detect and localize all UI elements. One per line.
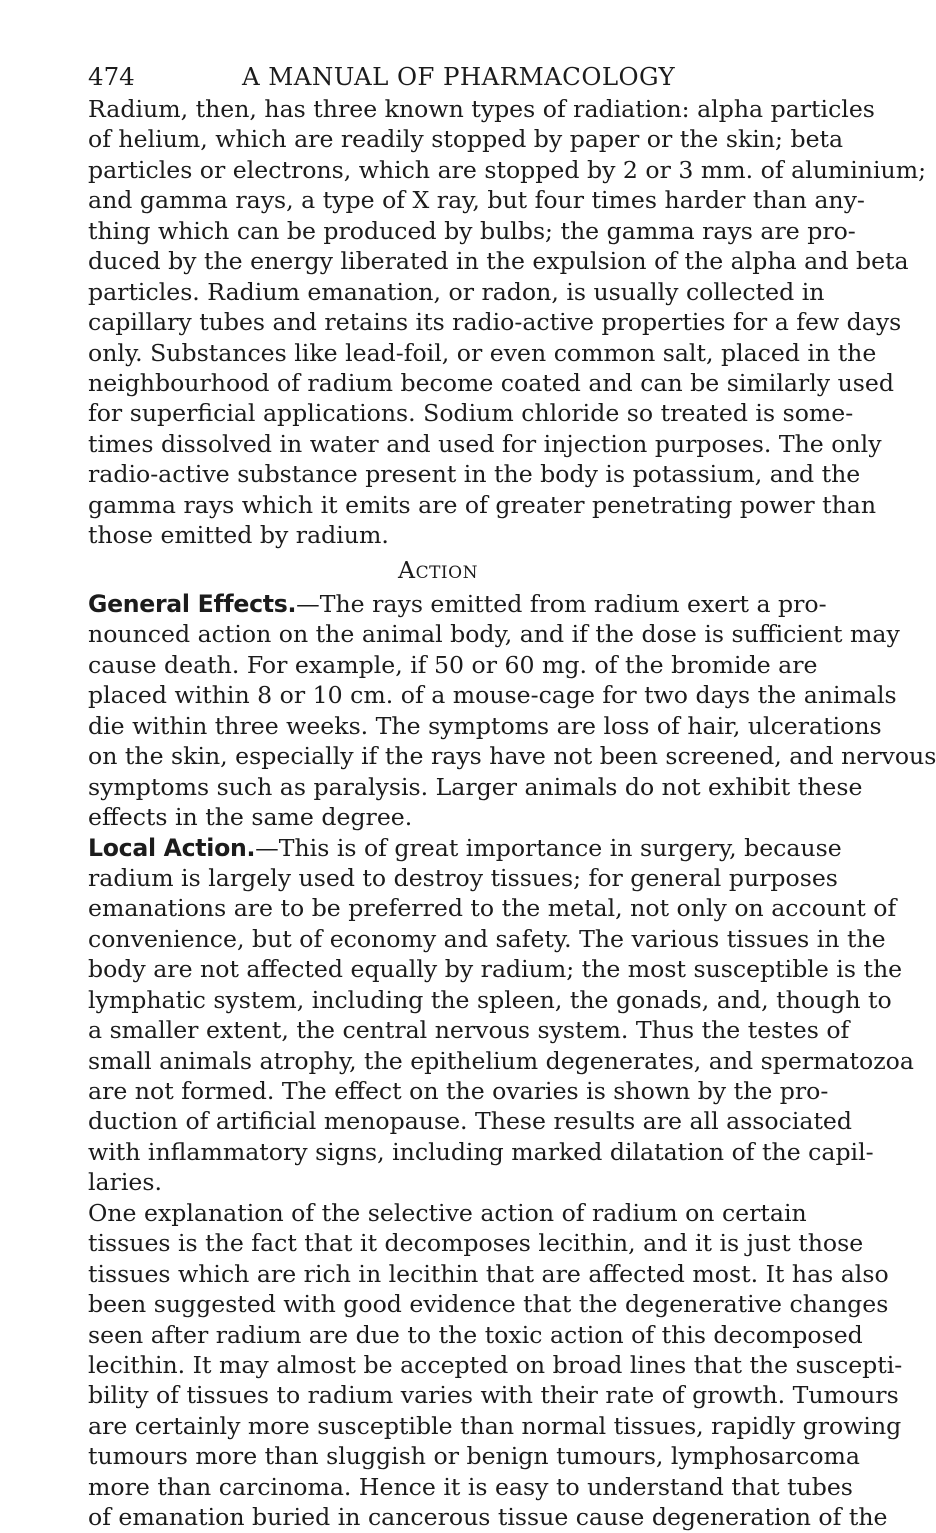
text-line: lymphatic system, including the spleen, the gonads, and, though to [88,985,892,1014]
text-line: tissues which are rich in lecithin that are affected most. It has also [88,1259,889,1288]
text-line: seen after radium are due to the toxic action of this decomposed [88,1320,863,1349]
paragraph-local-action [88,833,914,1198]
text-line: symptoms such as paralysis. Larger animals do not exhibit these [88,772,863,801]
text-line: of helium, which are readily stopped by paper or the skin; beta [88,125,844,154]
text-line: bility of tissues to radium varies with their rate of growth. Tumours [88,1381,899,1410]
text-line: with inflammatory signs, including marked dilatation of the capil- [88,1137,874,1166]
paragraph-radiation-types [88,94,927,551]
text-line: a smaller extent, the central nervous system. Thus the testes of [88,1016,850,1045]
text-line: radio-active substance present in the body is potassium, and the [88,460,861,489]
text-line: more than carcinoma. Hence it is easy to understand that tubes [88,1472,853,1501]
text-line: radium is largely used to destroy tissues; for general purposes [88,863,838,892]
text-line: on the skin, especially if the rays have not been screened, and nervous [88,742,936,771]
text-line: times dissolved in water and used for injection purposes. The only [88,429,882,458]
text-line: placed within 8 or 10 cm. of a mouse-cage for two days the animals [88,681,897,710]
text-line: are certainly more susceptible than normal tissues, rapidly growing [88,1411,902,1440]
text-fragment: —The rays emitted from radium exert a pro- [296,590,827,618]
running-head [88,62,788,92]
text-line: been suggested with good evidence that the degenerative changes [88,1290,889,1319]
text-line: body are not affected equally by radium; the most susceptible is the [88,955,903,984]
text-line: laries. [88,1168,163,1197]
text-line: effects in the same degree. [88,803,413,832]
text-line: One explanation of the selective action of radium on certain [88,1198,807,1227]
book-title: A MANUAL OF PHARMACOLOGY [242,62,676,91]
section-heading-action: Action [398,555,478,584]
text-fragment: —This is of great importance in surgery, because [255,833,842,862]
text-line [88,589,827,619]
runin-heading-general-effects: General Effects. [88,590,297,618]
runin-heading-local-action: Local Action. [88,833,256,862]
text-line: duced by the energy liberated in the expulsion of the alpha and beta [88,247,909,276]
text-line: for superficial applications. Sodium chloride so treated is some- [88,399,854,428]
text-line: gamma rays which it emits are of greater penetrating power than [88,490,877,519]
paragraph-selective-action [88,1198,903,1533]
text-line: nounced action on the animal body, and if the dose is sufficient may [88,620,900,649]
text-line: of emanation buried in cancerous tissue cause degeneration of the [88,1503,888,1532]
text-line: Radium, then, has three known types of radiation: alpha particles [88,95,875,123]
text-line: tissues is the fact that it decomposes lecithin, and it is just those [88,1229,864,1258]
text-line: only. Substances like lead-foil, or even common salt, placed in the [88,338,877,367]
text-line: those emitted by radium. [88,521,389,550]
text-line: and gamma rays, a type of X ray, but four times harder than any- [88,186,865,215]
text-line: capillary tubes and retains its radio-active properties for a few days [88,308,902,337]
text-line: emanations are to be preferred to the metal, not only on account of [88,894,897,923]
text-line: are not formed. The effect on the ovaries is shown by the pro- [88,1077,829,1105]
text-line: small animals atrophy, the epithelium degenerates, and spermatozoa [88,1046,914,1075]
text-line: particles. Radium emanation, or radon, is usually collected in [88,277,825,306]
text-line: neighbourhood of radium become coated and can be similarly used [88,368,894,397]
paragraph-general-effects [88,589,936,833]
text-line: tumours more than sluggish or benign tumours, lymphosarcoma [88,1442,860,1471]
text-line: die within three weeks. The symptoms are loss of hair, ulcerations [88,711,882,740]
body-text [88,94,936,1533]
text-line [88,833,842,863]
text-line: duction of artificial menopause. These results are all associated [88,1107,852,1136]
text-line: lecithin. It may almost be accepted on broad lines that the suscepti- [88,1350,903,1379]
text-line: cause death. For example, if 50 or 60 mg. of the bromide are [88,650,818,679]
text-line: particles or electrons, which are stopped by 2 or 3 mm. of aluminium; [88,155,927,184]
text-line: thing which can be produced by bulbs; the gamma rays are pro- [88,216,856,245]
text-line: convenience, but of economy and safety. The various tissues in the [88,924,886,953]
page-number: 474 [88,62,135,91]
